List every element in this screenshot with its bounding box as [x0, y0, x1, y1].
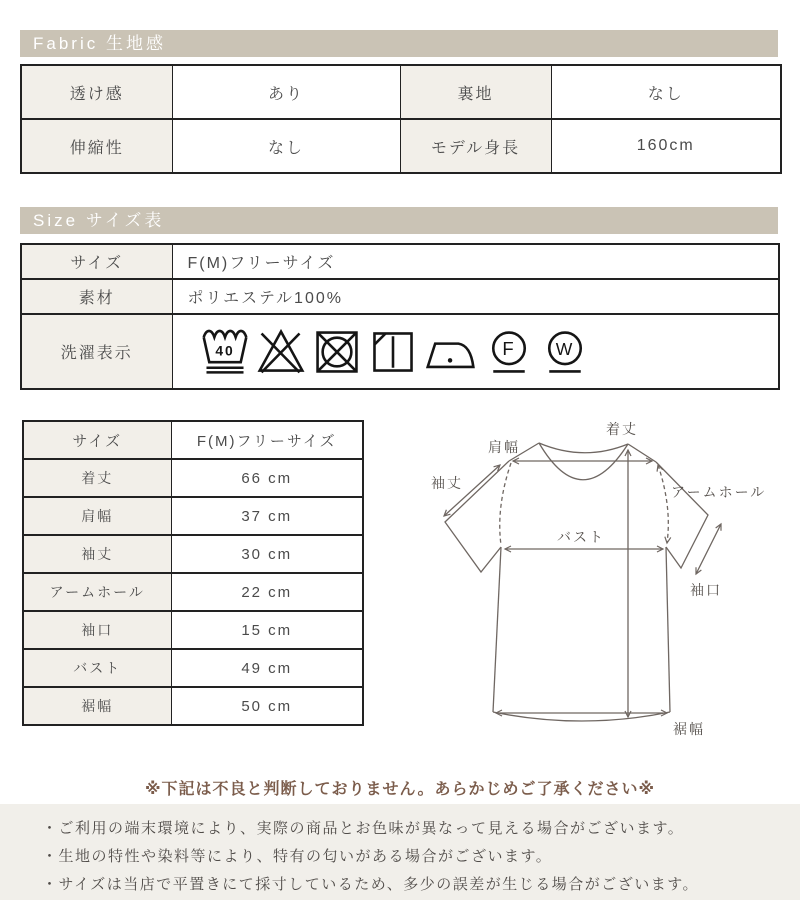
diagram-label-length: 着丈 — [606, 421, 638, 437]
diagram-label-cuff: 袖口 — [690, 582, 722, 598]
svg-text:40: 40 — [214, 342, 235, 359]
fabric-label: モデル身長 — [400, 119, 551, 173]
diagram-label-armhole: アームホール — [671, 484, 767, 500]
diagram-label-hem: 裾幅 — [673, 721, 705, 737]
table-row — [23, 573, 363, 611]
meas-label: アームホール — [23, 573, 171, 611]
diagram-label-bust: バスト — [557, 529, 605, 545]
meas-label: 袖口 — [23, 611, 171, 649]
note-item: ・生地の特性や染料等により、特有の匂いがある場合がございます。 — [42, 848, 553, 865]
table-row — [23, 459, 363, 497]
meas-value: 15 cm — [171, 611, 363, 649]
wet-clean-w-gentle-icon — [540, 325, 590, 379]
table-row — [23, 535, 363, 573]
meas-label: 裾幅 — [23, 687, 171, 725]
wash-40-very-gentle-icon — [200, 325, 250, 379]
meas-value: 49 cm — [171, 649, 363, 687]
diagram-label-sleeve: 袖丈 — [431, 475, 463, 491]
meas-header-label: サイズ — [23, 421, 171, 459]
fabric-value: 160cm — [551, 119, 781, 173]
meas-value: 22 cm — [171, 573, 363, 611]
meas-label: 着丈 — [23, 459, 171, 497]
fabric-value: なし — [551, 65, 781, 119]
table-row — [21, 279, 779, 314]
meas-header-value: F(M)フリーサイズ — [171, 421, 363, 459]
meas-value: 66 cm — [171, 459, 363, 497]
fabric-table — [20, 64, 782, 174]
table-row — [23, 649, 363, 687]
do-not-tumble-dry-icon — [312, 325, 362, 379]
size-section-header: Size サイズ表 — [20, 207, 778, 234]
fabric-label: 伸縮性 — [21, 119, 172, 173]
meas-value: 37 cm — [171, 497, 363, 535]
measurements-table — [22, 420, 364, 726]
meas-label: バスト — [23, 649, 171, 687]
fabric-value: あり — [172, 65, 400, 119]
table-row — [23, 611, 363, 649]
fabric-label: 透け感 — [21, 65, 172, 119]
meas-value: 30 cm — [171, 535, 363, 573]
meas-value: 50 cm — [171, 687, 363, 725]
iron-low-heat-icon — [424, 325, 478, 379]
size-info-label: サイズ — [21, 244, 172, 279]
table-row — [23, 421, 363, 459]
table-row — [21, 119, 781, 173]
note-item: ・ご利用の端末環境により、実際の商品とお色味が異なって見える場合がございます。 — [42, 820, 685, 837]
note-item: ・サイズは当店で平置きにて採寸しているため、多少の誤差が生じる場合がございます。 — [42, 876, 700, 893]
notes-heading: ※下記は不良と判断しておりません。あらかじめご了承ください※ — [144, 781, 656, 798]
svg-text:F: F — [501, 337, 516, 359]
size-info-value: ポリエステル100% — [172, 279, 779, 314]
svg-text:W: W — [555, 338, 574, 359]
meas-label: 袖丈 — [23, 535, 171, 573]
table-row — [23, 687, 363, 725]
care-icons-cell — [172, 314, 779, 389]
fabric-section-header: Fabric 生地感 — [20, 30, 778, 57]
care-label: 洗濯表示 — [21, 314, 172, 389]
size-info-value: F(M)フリーサイズ — [172, 244, 779, 279]
dry-clean-f-gentle-icon — [484, 325, 534, 379]
tshirt-measurement-diagram — [418, 412, 798, 772]
table-row — [23, 497, 363, 535]
fabric-label: 裏地 — [400, 65, 551, 119]
size-info-label: 素材 — [21, 279, 172, 314]
table-row — [21, 65, 781, 119]
table-row — [21, 244, 779, 279]
line-dry-in-shade-icon — [368, 325, 418, 379]
do-not-bleach-icon — [256, 325, 306, 379]
table-row — [21, 314, 779, 389]
fabric-value: なし — [172, 119, 400, 173]
size-info-table — [20, 243, 780, 390]
diagram-label-shoulder: 肩幅 — [488, 439, 520, 455]
meas-label: 肩幅 — [23, 497, 171, 535]
notes-panel — [0, 804, 800, 900]
